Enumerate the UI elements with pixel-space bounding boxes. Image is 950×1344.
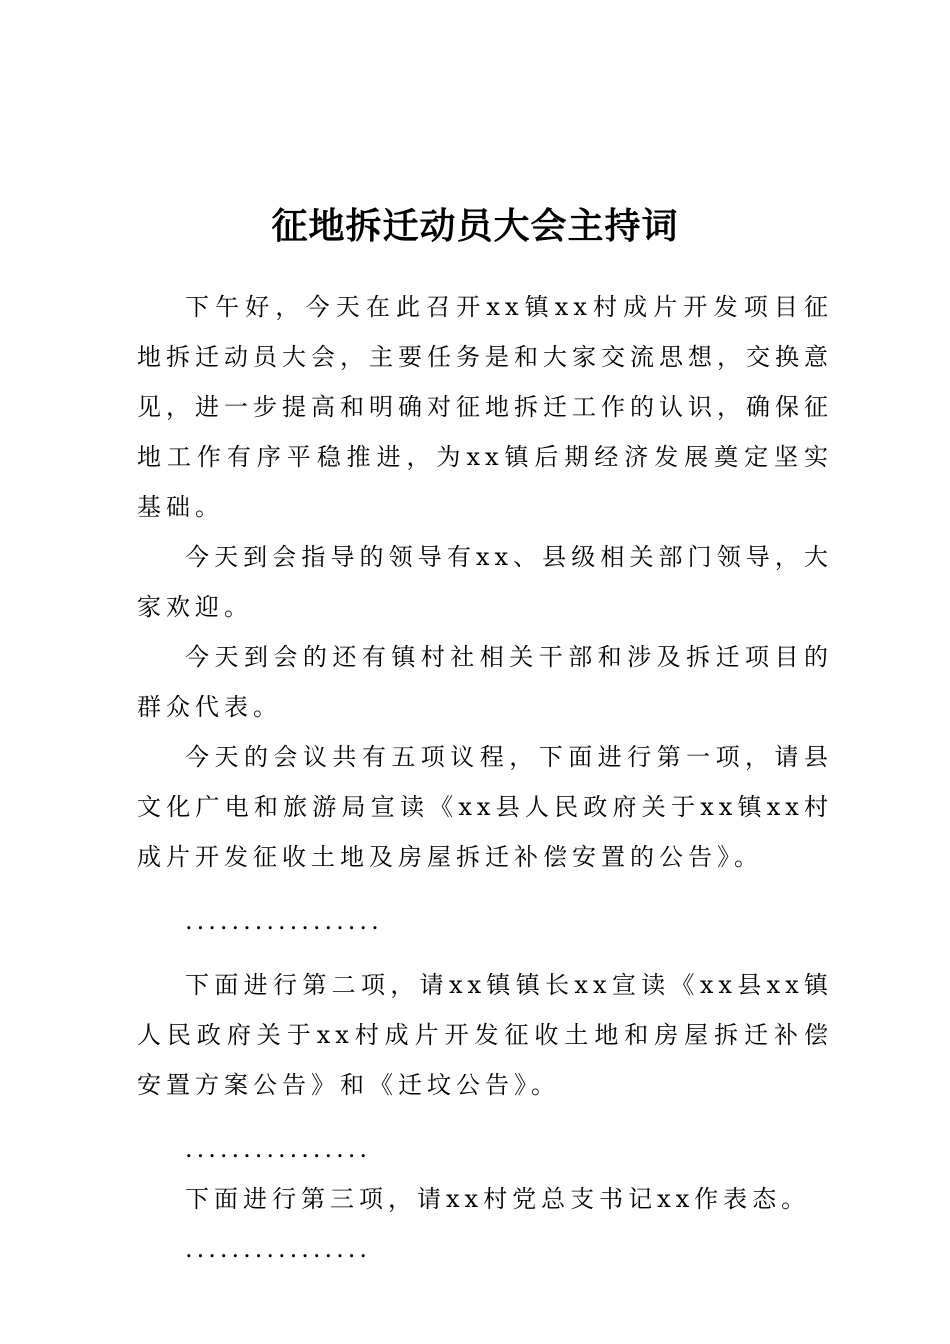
document-title: 征地拆迁动员大会主持词: [271, 206, 679, 247]
ellipsis-line-3: ................: [185, 1235, 372, 1263]
ellipsis-line-2: ................: [185, 1135, 372, 1163]
spacer: [137, 946, 833, 960]
ellipsis-line-1: .................: [185, 907, 383, 935]
spacer: [137, 1110, 833, 1124]
paragraph-leaders: 今天到会指导的领导有xx、县级相关部门领导，大家欢迎。: [137, 543, 833, 621]
paragraph-agenda-item-3: 下面进行第三项，请xx村党总支书记xx作表态。: [185, 1185, 811, 1213]
paragraph-attendees: 今天到会的还有镇村社相关干部和涉及拆迁项目的群众代表。: [137, 643, 833, 721]
paragraph-opening: 下午好，今天在此召开xx镇xx村成片开发项目征地拆迁动员大会，主要任务是和大家交流思想，交换意见，进一步提高和明确对征地拆迁工作的认识，确保征地工作有序平稳推进，为xx镇后期经济发展奠定坚实基础。: [137, 293, 833, 521]
spacer: [137, 882, 833, 896]
paragraph-agenda-item-1: 今天的会议共有五项议程，下面进行第一项，请县文化广电和旅游局宣读《xx县人民政府关于xx镇xx村成片开发征收土地及房屋拆迁补偿安置的公告》。: [137, 743, 833, 871]
document-body: [137, 282, 833, 1274]
paragraph-agenda-item-2: 下面进行第二项，请xx镇镇长xx宣读《xx县xx镇人民政府关于xx村成片开发征收土地和房屋拆迁补偿安置方案公告》和《迁坟公告》。: [137, 971, 833, 1099]
